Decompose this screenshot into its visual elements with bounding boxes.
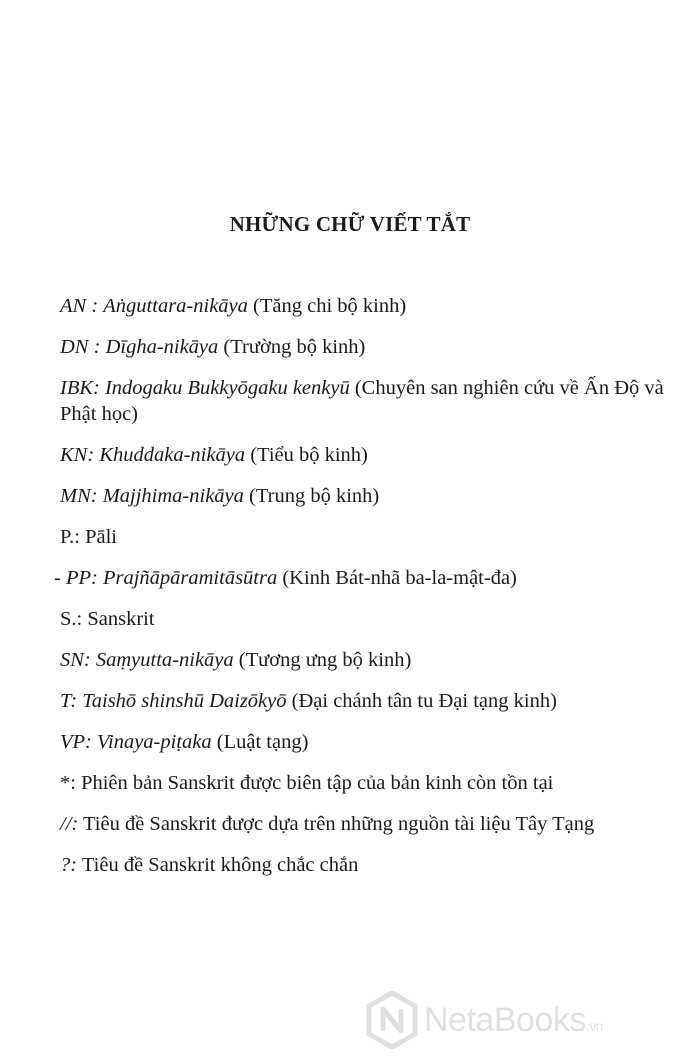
entry-term: Indogaku Bukkyōgaku kenkyū [104,377,350,399]
entry-abbreviation: DN : [60,336,101,358]
entry-term: Prajñāpāramitāsūtra [102,567,278,589]
list-item [60,442,680,468]
entry-abbreviation: SN: [60,649,91,671]
list-item [60,729,680,755]
list-item [60,770,680,796]
hexagon-n-logo-icon [366,991,418,1049]
entry-abbreviation: ?: [60,854,78,876]
entry-term: Aṅguttara-nikāya [103,295,248,317]
entry-gloss: (Trung bộ kinh) [249,485,380,507]
entry-gloss: Sanskrit [87,608,155,630]
entry-term: Majjhima-nikāya [102,485,244,507]
entry-abbreviation: IBK: [60,377,100,399]
page-title: NHỮNG CHỮ VIẾT TẮT [229,212,471,236]
watermark-brand-name: NetaBooks [424,1000,586,1039]
entry-gloss: (Đại chánh tân tu Đại tạng kinh) [291,690,557,712]
list-item [54,565,680,591]
list-item [60,811,680,837]
list-item [60,852,680,878]
entry-term: Khuddaka-nikāya [99,444,246,466]
entry-gloss: (Luật tạng) [216,731,309,753]
list-item [60,334,680,360]
entry-abbreviation: AN : [60,295,99,317]
entry-gloss: (Trường bộ kinh) [223,336,366,358]
entry-abbreviation: //: [60,813,79,835]
entry-gloss: Phiên bản Sanskrit được biên tập của bản kinh còn tồn tại [81,772,554,794]
entry-gloss: (Tiểu bộ kinh) [250,444,368,466]
entry-gloss: Tiêu đề Sanskrit không chắc chắn [81,854,359,876]
entry-term: Dīgha-nikāya [105,336,219,358]
entry-abbreviation: T: [60,690,78,712]
entry-gloss: Tiêu đề Sanskrit được dựa trên những nguồn tài liệu Tây Tạng [82,813,595,835]
list-item [60,606,680,632]
list-item [60,647,680,673]
list-item [60,375,680,427]
entry-abbreviation: *: [60,772,76,794]
list-item [60,293,680,319]
list-item [60,688,680,714]
entry-gloss: (Tương ưng bộ kinh) [238,649,412,671]
entry-abbreviation: P.: [60,526,80,548]
entry-term: Saṃyutta-nikāya [95,649,234,671]
watermark-brand-suffix: .vn [585,1017,604,1034]
abbreviation-list [54,293,680,893]
entry-gloss: (Kinh Bát-nhã ba-la-mật-đa) [282,567,517,589]
entry-term: Vinaya-piṭaka [97,731,212,753]
entry-abbreviation: - PP: [54,567,98,589]
watermark-brand [424,1001,603,1040]
entry-abbreviation: KN: [60,444,95,466]
entry-gloss: (Chuyên san nghiên cứu về Ấn Độ và Phật học) [60,377,664,425]
list-item [60,524,680,550]
netabooks-watermark [366,990,603,1050]
entry-gloss: Pāli [85,526,117,548]
entry-abbreviation: S.: [60,608,83,630]
entry-abbreviation: MN: [60,485,98,507]
list-item [60,483,680,509]
entry-abbreviation: VP: [60,731,92,753]
entry-term: Taishō shinshū Daizōkyō [82,690,287,712]
entry-gloss: (Tăng chi bộ kinh) [253,295,407,317]
